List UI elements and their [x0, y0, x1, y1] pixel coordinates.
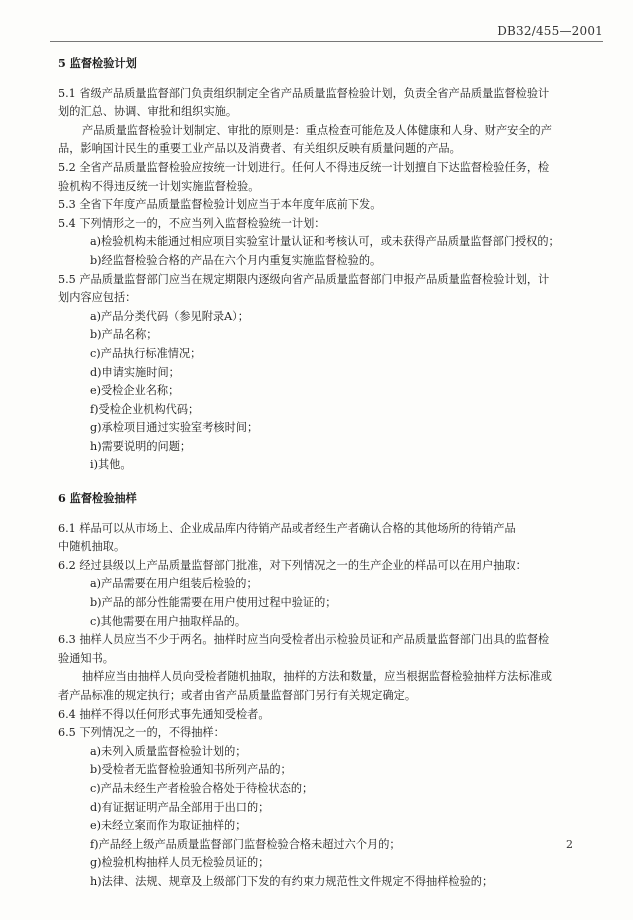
paragraph-5-1-cont: 划的汇总、协调、审批和组织实施。	[58, 105, 238, 119]
list-item-5-5-e: e)受检企业名称；	[90, 384, 180, 398]
list-item-5-5-c: c)产品执行标准情况；	[90, 346, 202, 360]
paragraph-5-5: 5.5 产品质量监督部门应当在规定期限内逐级向省产品质量监督部门申报产品质量监督检验计划，计	[58, 272, 550, 286]
paragraph-5-2: 5.2 全省产品质量监督检验应按统一计划进行。任何人不得违反统一计划擅自下达监督检验任务，检	[58, 160, 550, 174]
paragraph-5-3: 5.3 全省下年度产品质量监督检验计划应当于本年度年底前下发。	[58, 198, 382, 212]
list-item-5-4-b: b)经监督检验合格的产品在六个月内重复实施监督检验的。	[90, 253, 382, 267]
paragraph-5-1-principle: 产品质量监督检验计划制定、审批的原则是：重点检查可能危及人体健康和人身、财产安全的产	[82, 123, 552, 137]
section-6-heading: 6 监督检验抽样	[58, 491, 137, 506]
paragraph-5-1-principle-cont: 品，影响国计民生的重要工业产品以及消费者、有关组织反映有质量问题的产品。	[58, 142, 461, 156]
document-code: DB32/455—2001	[497, 24, 603, 38]
paragraph-6-3: 6.3 抽样人员应当不少于两名。抽样时应当向受检者出示检验员证和产品质量监督部门出具的监督检	[58, 633, 550, 647]
paragraph-6-3-sampling-cont: 者产品标准的规定执行；或者由省产品质量监督部门另行有关规定确定。	[58, 689, 417, 702]
paragraph-5-1: 5.1 省级产品质量监督部门负责组织制定全省产品质量监督检验计划，负责全省产品质量监督检验计	[58, 86, 550, 100]
list-item-6-5-h: h)法律、法规、规章及上级部门下发的有约束力规范性文件规定不得抽样检验的；	[90, 874, 494, 888]
paragraph-5-5-cont: 划内容应包括：	[58, 291, 137, 305]
list-item-6-5-f: f)产品经上级产品质量监督部门监督检验合格未超过六个月的；	[90, 837, 401, 851]
list-item-6-5-b: b)受检者无监督检验通知书所列产品的；	[90, 763, 292, 777]
list-item-6-2-a: a)产品需要在用户组装后检验的；	[90, 577, 258, 591]
paragraph-6-1: 6.1 样品可以从市场上、企业成品库内待销产品或者经生产者确认合格的其他场所的待销产品	[58, 521, 516, 535]
list-item-6-5-g: g)检验机构抽样人员无检验员证的；	[90, 856, 270, 870]
list-item-6-5-d: d)有证据证明产品全部用于出口的；	[90, 800, 270, 814]
list-item-6-2-b: b)产品的部分性能需要在用户使用过程中验证的；	[90, 596, 337, 610]
paragraph-6-1-cont: 中随机抽取。	[58, 540, 126, 554]
paragraph-5-4: 5.4 下列情形之一的，不应当列入监督检验统一计划：	[58, 216, 326, 230]
paragraph-6-3-sampling: 抽样应当由抽样人员向受检者随机抽取，抽样的方法和数量，应当根据监督检验抽样方法标准或	[82, 670, 552, 684]
list-item-5-5-g: g)承检项目通过实验室考核时间；	[90, 421, 259, 435]
paragraph-6-2: 6.2 经过县级以上产品质量监督部门批准，对下列情况之一的生产企业的样品可以在用户抽取：	[58, 558, 527, 572]
paragraph-6-3-cont: 验通知书。	[58, 651, 114, 665]
list-item-5-5-a: a)产品分类代码（参见附录A）；	[90, 309, 249, 323]
document-body	[58, 40, 598, 892]
list-item-5-5-i: i)其他。	[90, 458, 132, 472]
list-item-5-5-d: d)申请实施时间；	[90, 365, 180, 379]
section-5-heading: 5 监督检验计划	[58, 56, 137, 70]
list-item-6-5-e: e)未经立案而作为取证抽样的；	[90, 819, 247, 833]
list-item-5-4-a: a)检验机构未能通过相应项目实验室计量认证和考核认可，或未获得产品质量监督部门授权的；	[90, 235, 560, 249]
paragraph-6-5: 6.5 下列情况之一的，不得抽样：	[58, 726, 225, 740]
list-item-5-5-b: b)产品名称；	[90, 328, 158, 342]
list-item-5-5-h: h)需要说明的问题；	[90, 439, 192, 453]
list-item-6-5-c: c)产品未经生产者检验合格处于待检状态的；	[90, 781, 314, 795]
paragraph-5-2-cont: 验机构不得违反统一计划实施监督检验。	[58, 179, 260, 193]
list-item-6-2-c: c)其他需要在用户抽取样品的。	[90, 614, 247, 628]
paragraph-6-4: 6.4 抽样不得以任何形式事先通知受检者。	[58, 707, 270, 721]
list-item-5-5-f: f)受检企业机构代码；	[90, 402, 200, 416]
page-number: 2	[566, 838, 573, 851]
list-item-6-5-a: a)未列入质量监督检验计划的；	[90, 744, 247, 758]
